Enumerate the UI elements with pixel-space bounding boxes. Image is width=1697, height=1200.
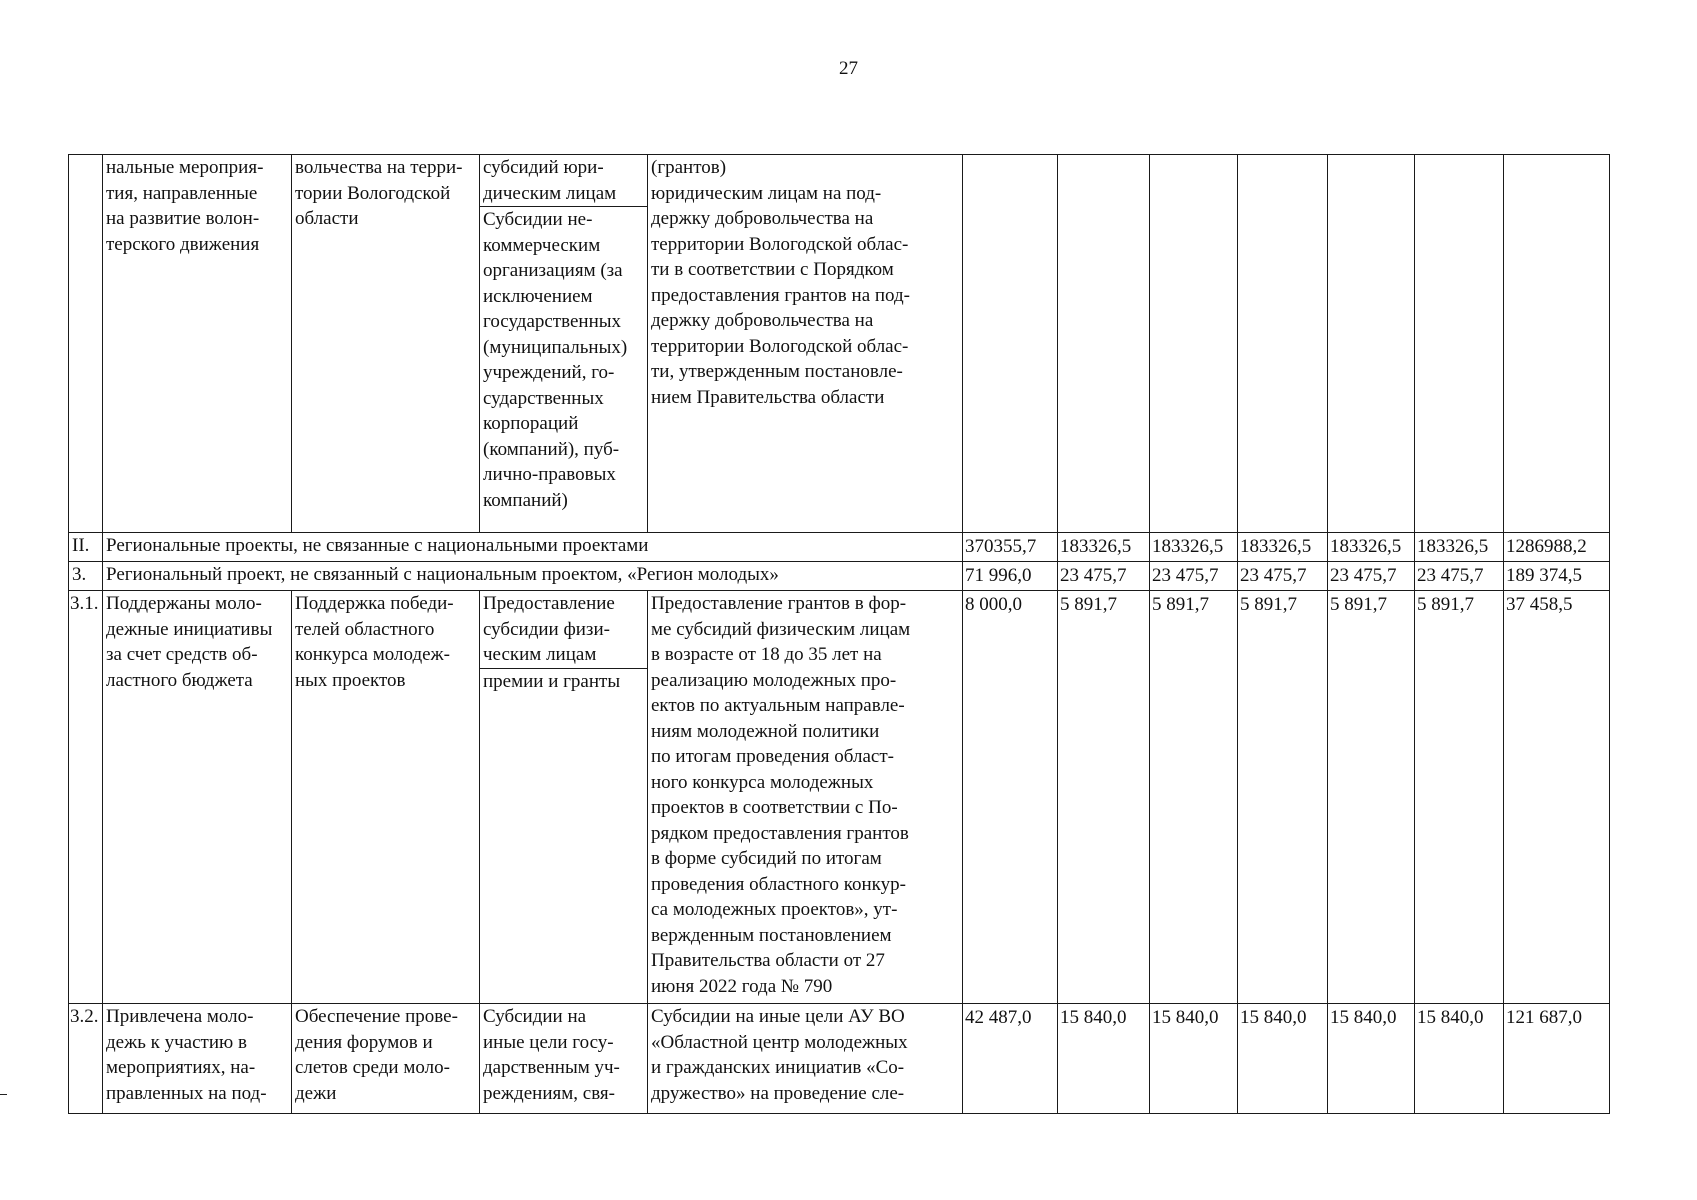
table-row-continuation <box>69 155 1610 533</box>
value-cell <box>1415 155 1504 533</box>
value-cell: 15 840,0 <box>1150 1004 1238 1114</box>
page-number: 27 <box>839 58 858 79</box>
value-cell: 37 458,5 <box>1504 591 1610 1004</box>
value-cell: 5 891,7 <box>1058 591 1150 1004</box>
project-title: Региональный проект, не связанный с национальным проектом, «Регион молодых» <box>103 562 963 591</box>
value-cell: 5 891,7 <box>1328 591 1415 1004</box>
value-cell: 5 891,7 <box>1415 591 1504 1004</box>
value-cell <box>1328 155 1415 533</box>
description-cell: Предоставление грантов в фор- ме субсидий физическим лицам в возрасте от 18 до 35 лет на реализацию молодежных про- ектов по актуальным направле- ниям молодежной политики по итогам проведения област- ного конкурса молодежных проектов в соответствии с По- рядком предоставления грантов в форме субсидий по итогам проведения областного конкур- са молодежных проектов», ут- вержденным постановлением Правительства области от 27 июня 2022 года № 790 <box>648 591 963 1004</box>
value-cell: 23 475,7 <box>1415 562 1504 591</box>
direction-cell: Субсидии на иные цели госу- дарственным уч- реждениям, свя- <box>480 1004 648 1114</box>
result-cell: Привлечена моло- дежь к участию в мероприятиях, на- правленных на под- <box>103 1004 292 1114</box>
value-cell: 121 687,0 <box>1504 1004 1610 1114</box>
result-cell: Поддержаны моло- дежные инициативы за счет средств об- ластного бюджета <box>103 591 292 1004</box>
measure-cell: Обеспечение прове- дения форумов и слетов среди моло- дежи <box>292 1004 480 1114</box>
table-row-project-3 <box>69 562 1610 591</box>
row-number: 3.1. <box>69 591 103 1004</box>
row-number: 3.2. <box>69 1004 103 1114</box>
value-cell: 183326,5 <box>1415 533 1504 562</box>
measure-cell: Поддержка победи- телей областного конкурса молодеж- ных проектов <box>292 591 480 1004</box>
value-cell: 23 475,7 <box>1328 562 1415 591</box>
value-cell: 5 891,7 <box>1150 591 1238 1004</box>
value-cell: 23 475,7 <box>1238 562 1328 591</box>
description-cell: (грантов) юридическим лицам на под- держку добровольчества на территории Вологодской облас- ти в соответствии с Порядком предоставления грантов на под- держку добровольчества на территории Вологодской облас- ти, утвержденным постановле- нием Правительства области <box>648 155 963 533</box>
value-cell: 8 000,0 <box>963 591 1058 1004</box>
table-row-section-II <box>69 533 1610 562</box>
value-cell: 15 840,0 <box>1058 1004 1150 1114</box>
value-cell: 15 840,0 <box>1238 1004 1328 1114</box>
table-row-3-1 <box>69 591 1610 1004</box>
direction-cell <box>480 155 648 533</box>
direction-top: Предоставление субсидии физи- ческим лицам <box>480 591 647 669</box>
value-cell: 15 840,0 <box>1328 1004 1415 1114</box>
value-cell: 15 840,0 <box>1415 1004 1504 1114</box>
value-cell: 370355,7 <box>963 533 1058 562</box>
value-cell: 1286988,2 <box>1504 533 1610 562</box>
margin-mark <box>0 1094 7 1095</box>
value-cell: 23 475,7 <box>1150 562 1238 591</box>
result-cell: нальные мероприя- тия, направленные на развитие волон- терского движения <box>103 155 292 533</box>
description-cell: Субсидии на иные цели АУ ВО «Областной центр молодежных и гражданских инициатив «Со- дружество» на проведение сле- <box>648 1004 963 1114</box>
value-cell <box>1238 155 1328 533</box>
budget-table <box>68 154 1610 1114</box>
value-cell: 183326,5 <box>1150 533 1238 562</box>
value-cell: 71 996,0 <box>963 562 1058 591</box>
value-cell: 23 475,7 <box>1058 562 1150 591</box>
value-cell: 183326,5 <box>1238 533 1328 562</box>
value-cell: 189 374,5 <box>1504 562 1610 591</box>
direction-bottom: премии и гранты <box>483 670 621 692</box>
row-number: 3. <box>69 562 103 591</box>
value-cell: 42 487,0 <box>963 1004 1058 1114</box>
row-number <box>69 155 103 533</box>
value-cell: 183326,5 <box>1328 533 1415 562</box>
value-cell <box>963 155 1058 533</box>
value-cell: 5 891,7 <box>1238 591 1328 1004</box>
direction-top: субсидий юри- дическим лицам <box>480 155 647 207</box>
value-cell <box>1150 155 1238 533</box>
direction-cell <box>480 591 648 1004</box>
value-cell <box>1504 155 1610 533</box>
value-cell <box>1058 155 1150 533</box>
section-title: Региональные проекты, не связанные с национальными проектами <box>103 533 963 562</box>
measure-cell: вольчества на терри- тории Вологодской области <box>292 155 480 533</box>
direction-bottom: Субсидии не- коммерческим организациям (за исключением государственных (муниципальных) учреждений, го- сударственных корпораций (компаний), пуб- лично-правовых компаний) <box>483 209 628 511</box>
row-number: II. <box>69 533 103 562</box>
value-cell: 183326,5 <box>1058 533 1150 562</box>
table-row-3-2 <box>69 1004 1610 1114</box>
